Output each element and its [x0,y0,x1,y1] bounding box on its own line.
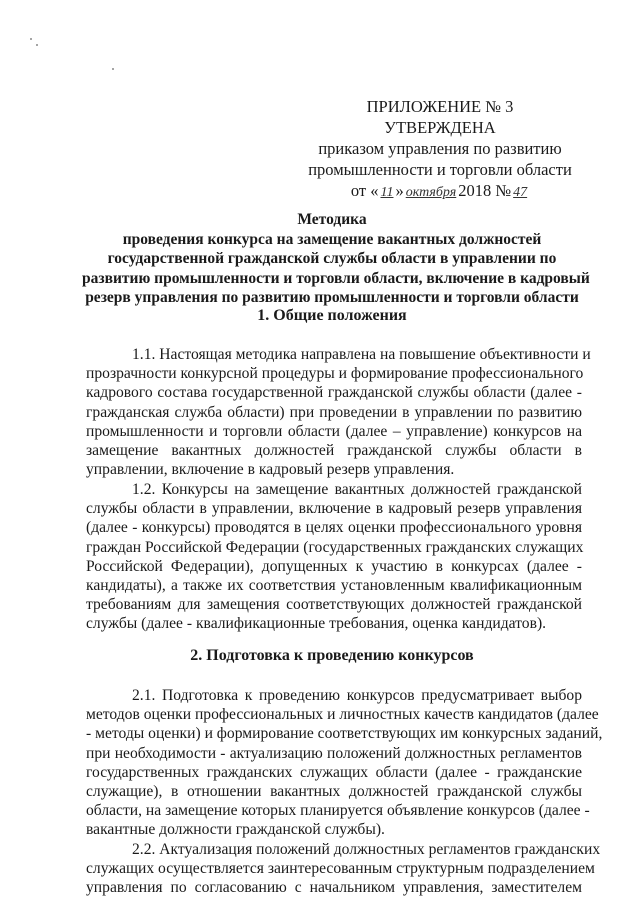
text-line: области, на замещение которых планируется объявление конкурсов (далее - [86,802,590,820]
text-line: 1.2. Конкурсы на замещение вакантных должностей гражданской [132,481,582,498]
section-1-para-1 [86,345,591,479]
title-line-1: проведения конкурса на замещение вакантных должностей [122,230,542,248]
text-line: служащие), в отношении вакантных должностей гражданской службы [86,783,582,801]
date-prefix: от « [350,181,379,200]
text-line: кадрового состава государственной гражданской службы области (далее - [86,384,582,402]
document-title [82,210,590,308]
section-1-para-2 [86,480,582,634]
title-heading: Методика [297,211,367,228]
title-line-2: государственной гражданской службы области в управлении по [107,250,557,267]
order-number-handwritten: 47 [513,185,528,200]
date-month-handwritten: октября [405,185,457,200]
text-line: 1.1. Настоящая методика направлена на повышение объективности и [132,346,591,363]
title-line-4: резерв управления по развитию промышленности и торговли области [85,289,579,306]
scan-speck [30,38,32,40]
approval-stamp-block [300,96,580,203]
section-2-title: 2. Подготовка к проведению конкурсов [190,647,474,664]
text-line: кандидаты), а также их соответствия установленным квалификационным [86,577,582,595]
text-line: 2.1. Подготовка к проведению конкурсов предусматривает выбор [132,687,582,704]
text-line: методов оценки профессиональных и личностных качеств кандидатов (далее [86,706,599,724]
text-line: управления по согласованию с начальником управления, заместителем [86,879,582,897]
approved-label: УТВЕРЖДЕНА [384,118,496,137]
text-line: гражданская служба области) при проведении в управлении по развитию [86,403,582,421]
approved-by-dept: промышленности и торговли области [308,160,572,179]
date-year: 2018 № [458,181,512,200]
scan-speck [112,68,114,70]
text-line: служащих осуществляется заинтересованным структурным подразделением [86,860,595,878]
appendix-number: ПРИЛОЖЕНИЕ № 3 [366,97,514,116]
text-line: службы области в управлении, включение в кадровый резерв управления [86,500,582,518]
text-line: - методы оценки) и формирование соответствующих им конкурсных заданий, [86,725,603,743]
text-line: (далее - конкурсы) проводятся в целях оценки профессионального уровня [86,519,582,537]
order-date-line [300,180,580,203]
text-line: граждан Российской Федерации (государственных гражданских служащих [86,538,584,556]
text-line: 2.2. Актуализация положений должностных регламентов гражданских [132,841,601,858]
approved-by-order: приказом управления по развитию [318,139,562,158]
date-mid: » [395,181,404,200]
text-line: государственных гражданских служащих области (далее - гражданские [86,763,582,781]
text-line: прозрачности конкурсной процедуры и формирование профессионального [86,365,584,383]
section-1-title: 1. Общие положения [257,307,407,324]
title-line-3: развитию промышленности и торговли области, включение в кадровый [82,269,590,287]
text-line: управлении, включение в кадровый резерв управления. [86,461,455,479]
text-line: службы (далее - квалификационные требования, оценка кандидатов). [86,615,547,633]
text-line: при необходимости - актуализацию положений должностных регламентов [86,744,582,762]
date-day-handwritten: 11 [380,185,394,200]
text-line: вакантные должности гражданской службы). [86,821,385,839]
text-line: промышленности и торговли области (далее – управление) конкурсов на [86,422,582,440]
text-line: Российской Федерации), допущенных к участию в конкурсах (далее - [86,557,582,575]
section-2-para-1 [86,686,603,840]
section-2-para-2 [86,840,601,898]
scan-speck [36,44,38,46]
text-line: замещение вакантных должностей гражданской службы области в [86,442,582,460]
text-line: требованиям для замещения соответствующих должностей гражданской [86,596,582,614]
